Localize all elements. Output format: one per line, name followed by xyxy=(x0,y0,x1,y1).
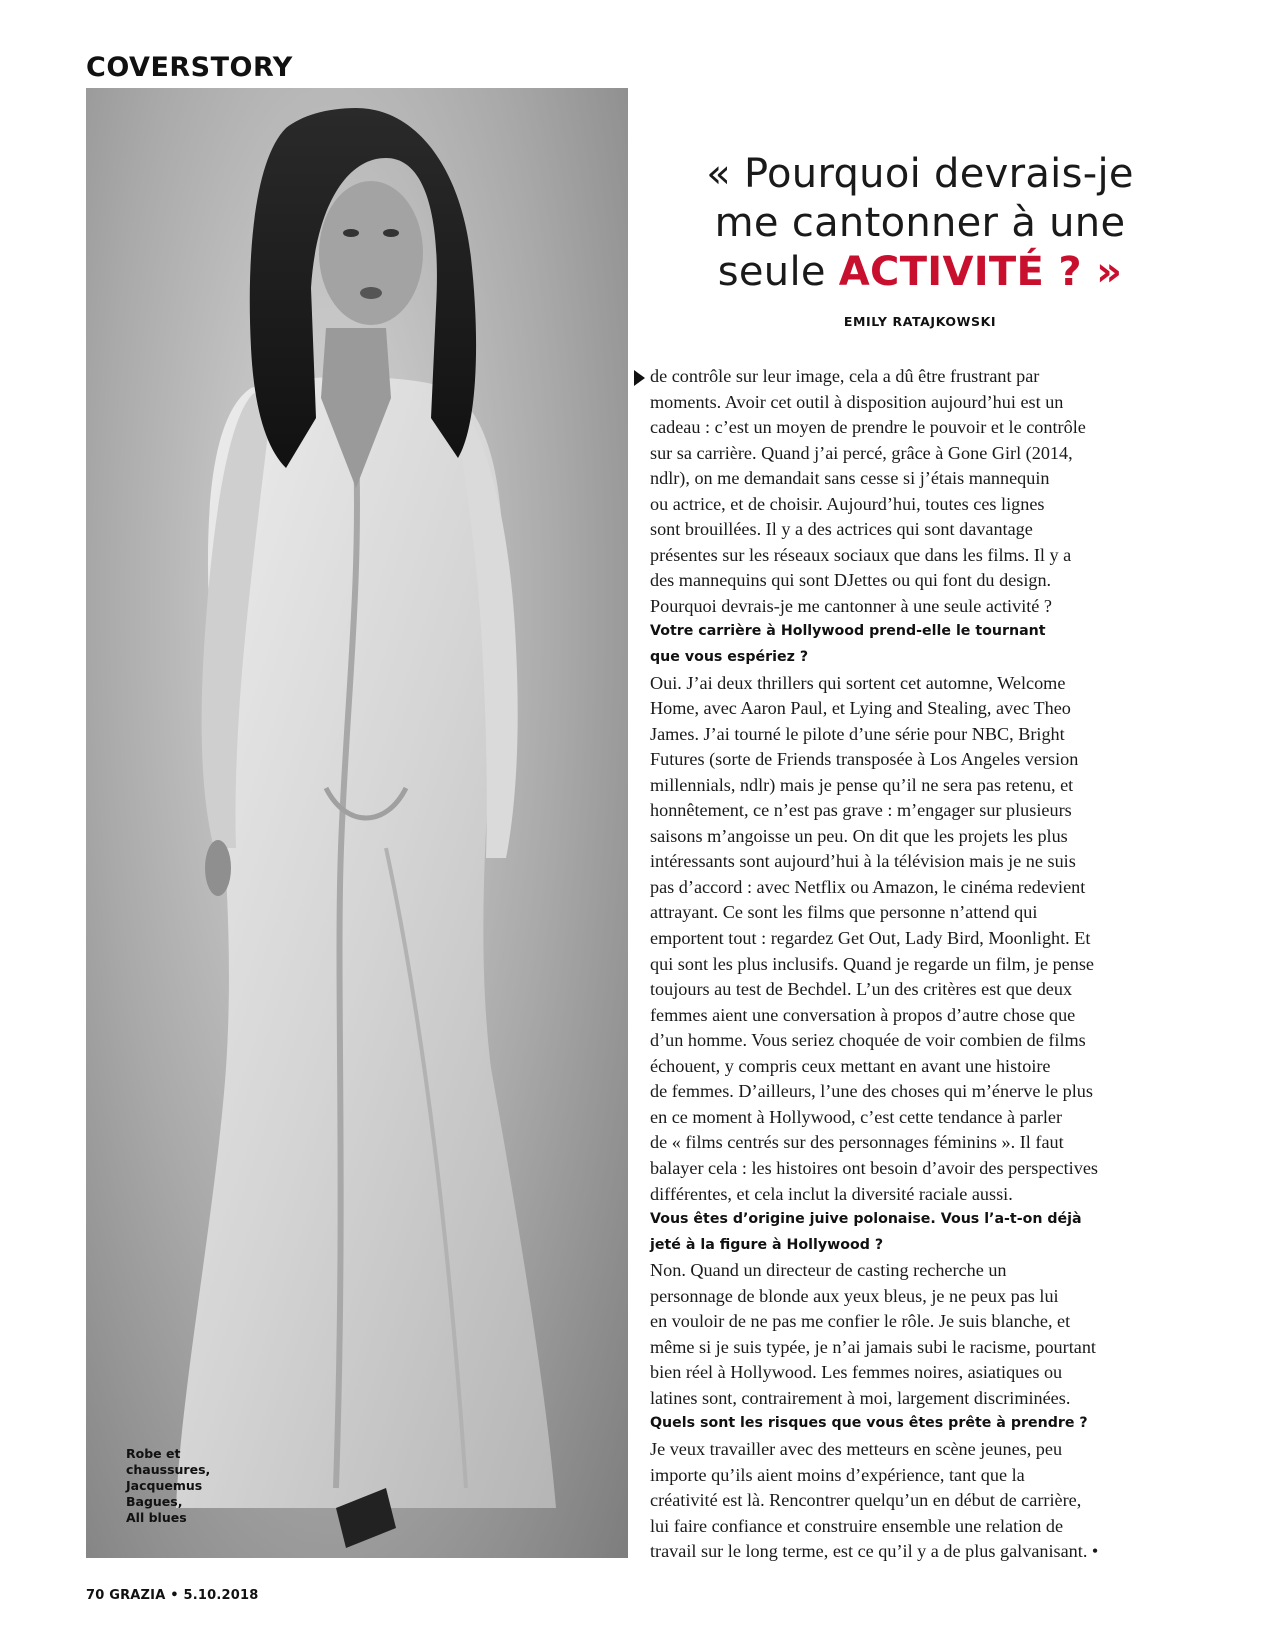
pull-quote-line: « Pourquoi devrais-je xyxy=(706,151,1134,197)
article-line: millennials, ndlr) mais je pense qu’il ne sera pas retenu, et xyxy=(650,774,1074,795)
article-line: James. J’ai tourné le pilote d’une série pour NBC, Bright xyxy=(650,723,1065,744)
article-line: qui sont les plus inclusifs. Quand je regarde un film, je pense xyxy=(650,953,1094,974)
article-line: ou actrice, et de choisir. Aujourd’hui, toutes ces lignes xyxy=(650,493,1045,514)
article-line: différentes, et cela inclut la diversité raciale aussi. xyxy=(650,1183,1013,1204)
article-line: femmes aient une conversation à propos d’autre chose que xyxy=(650,1004,1076,1025)
article-line: sur sa carrière. Quand j’ai percé, grâce à Gone Girl (2014, xyxy=(650,442,1073,463)
article-line: moments. Avoir cet outil à disposition aujourd’hui est un xyxy=(650,391,1064,412)
interview-question: Vous êtes d’origine juive polonaise. Vous l’a-t-on déjà xyxy=(650,1211,1082,1228)
article-line: toujours au test de Bechdel. L’un des critères est que deux xyxy=(650,979,1073,1000)
article-line: cadeau : c’est un moyen de prendre le pouvoir et le contrôle xyxy=(650,417,1086,438)
article-line: attrayant. Ce sont les films que personne n’attend qui xyxy=(650,902,1038,923)
article-line: créativité est là. Rencontrer quelqu’un en début de carrière, xyxy=(650,1490,1082,1511)
article-line: Oui. J’ai deux thrillers qui sortent cet automne, Welcome xyxy=(650,672,1066,693)
article-line: Futures (sorte de Friends transposée à Los Angeles version xyxy=(650,749,1079,770)
article-line: Pourquoi devrais-je me cantonner à une seule activité ? xyxy=(650,595,1052,616)
pull-quote-line: me cantonner à une xyxy=(714,200,1126,246)
continuation-arrow-icon xyxy=(634,370,645,386)
caption-line: Jacquemus xyxy=(126,1478,203,1493)
article-line: pas d’accord : avec Netflix ou Amazon, le cinéma redevient xyxy=(650,876,1086,897)
article-line: bien réel à Hollywood. Les femmes noires, asiatiques ou xyxy=(650,1362,1063,1383)
face xyxy=(319,181,423,325)
interview-question: Quels sont les risques que vous êtes prête à prendre ? xyxy=(650,1415,1088,1432)
section-label: COVERSTORY xyxy=(86,52,293,83)
hand xyxy=(205,840,231,896)
article-line: personnage de blonde aux yeux bleus, je ne peux pas lui xyxy=(650,1285,1059,1306)
article-line: de femmes. D’ailleurs, l’une des choses qui m’énerve le plus xyxy=(650,1081,1093,1102)
article-line: balayer cela : les histoires ont besoin d’avoir des perspectives xyxy=(650,1157,1098,1178)
portrait-illustration xyxy=(86,88,628,1558)
article-body xyxy=(650,364,1160,1565)
article-line: travail sur le long terme, est ce qu’il y a de plus galvanisant. • xyxy=(650,1541,1099,1562)
article-line: Je veux travailler avec des metteurs en scène jeunes, peu xyxy=(650,1438,1063,1459)
article-line: en ce moment à Hollywood, c’est cette tendance à parler xyxy=(650,1106,1063,1127)
article-line: de contrôle sur leur image, cela a dû être frustrant par xyxy=(650,366,1040,386)
article-line: emportent tout : regardez Get Out, Lady Bird, Moonlight. Et xyxy=(650,928,1091,949)
article-line: Home, avec Aaron Paul, et Lying and Stealing, avec Theo xyxy=(650,698,1071,719)
article-line: honnêtement, ce n’est pas grave : m’engager sur plusieurs xyxy=(650,800,1072,821)
article-line: même si je suis typée, je n’ai jamais subi le racisme, pourtant xyxy=(650,1336,1096,1357)
page-folio: 70 GRAZIA • 5.10.2018 xyxy=(86,1588,259,1603)
pull-quote-accent: ACTIVITÉ ? » xyxy=(838,249,1123,295)
article-line: d’un homme. Vous seriez choquée de voir combien de films xyxy=(650,1030,1086,1051)
caption-line: Bagues, xyxy=(126,1494,183,1509)
caption-line: All blues xyxy=(126,1510,187,1525)
article-line: intéressants sont aujourd’hui à la télévision mais je ne suis xyxy=(650,851,1076,872)
mouth xyxy=(360,287,382,299)
article-line: de « films centrés sur des personnages féminins ». Il faut xyxy=(650,1132,1064,1153)
caption-line: Robe et xyxy=(126,1446,181,1461)
interview-question: Votre carrière à Hollywood prend-elle le tournant xyxy=(650,623,1046,640)
caption-line: chaussures, xyxy=(126,1462,211,1477)
article-line: latines sont, contrairement à moi, largement discriminées. xyxy=(650,1387,1071,1408)
article-line: présentes sur les réseaux sociaux que dans les films. Il y a xyxy=(650,544,1072,565)
article-line: saisons m’angoisse un peu. On dit que les projets les plus xyxy=(650,825,1068,846)
pull-quote-text: seule xyxy=(717,249,839,295)
article-line: Non. Quand un directeur de casting recherche un xyxy=(650,1260,1007,1281)
portrait-photo xyxy=(86,88,628,1558)
interview-question: que vous espériez ? xyxy=(650,649,809,666)
left-eye xyxy=(343,229,359,237)
quote-author: EMILY RATAJKOWSKI xyxy=(843,314,997,329)
pull-quote-line-3 xyxy=(650,248,1190,297)
article-line: des mannequins qui sont DJettes ou qui font du design. xyxy=(650,570,1052,591)
pull-quote xyxy=(650,150,1190,297)
article-line: lui faire confiance et construire ensemble une relation de xyxy=(650,1515,1064,1536)
article-line: ndlr), on me demandait sans cesse si j’étais mannequin xyxy=(650,468,1050,489)
article-line: importe qu’ils aient moins d’expérience, tant que la xyxy=(650,1464,1025,1485)
article-line: en vouloir de ne pas me confier le rôle. Je suis blanche, et xyxy=(650,1311,1071,1332)
photo-caption xyxy=(126,1446,226,1526)
article-line: sont brouillées. Il y a des actrices qui sont davantage xyxy=(650,519,1033,540)
interview-question: jeté à la figure à Hollywood ? xyxy=(650,1236,884,1253)
article-line: échouent, y compris ceux mettant en avant une histoire xyxy=(650,1055,1051,1076)
right-eye xyxy=(383,229,399,237)
